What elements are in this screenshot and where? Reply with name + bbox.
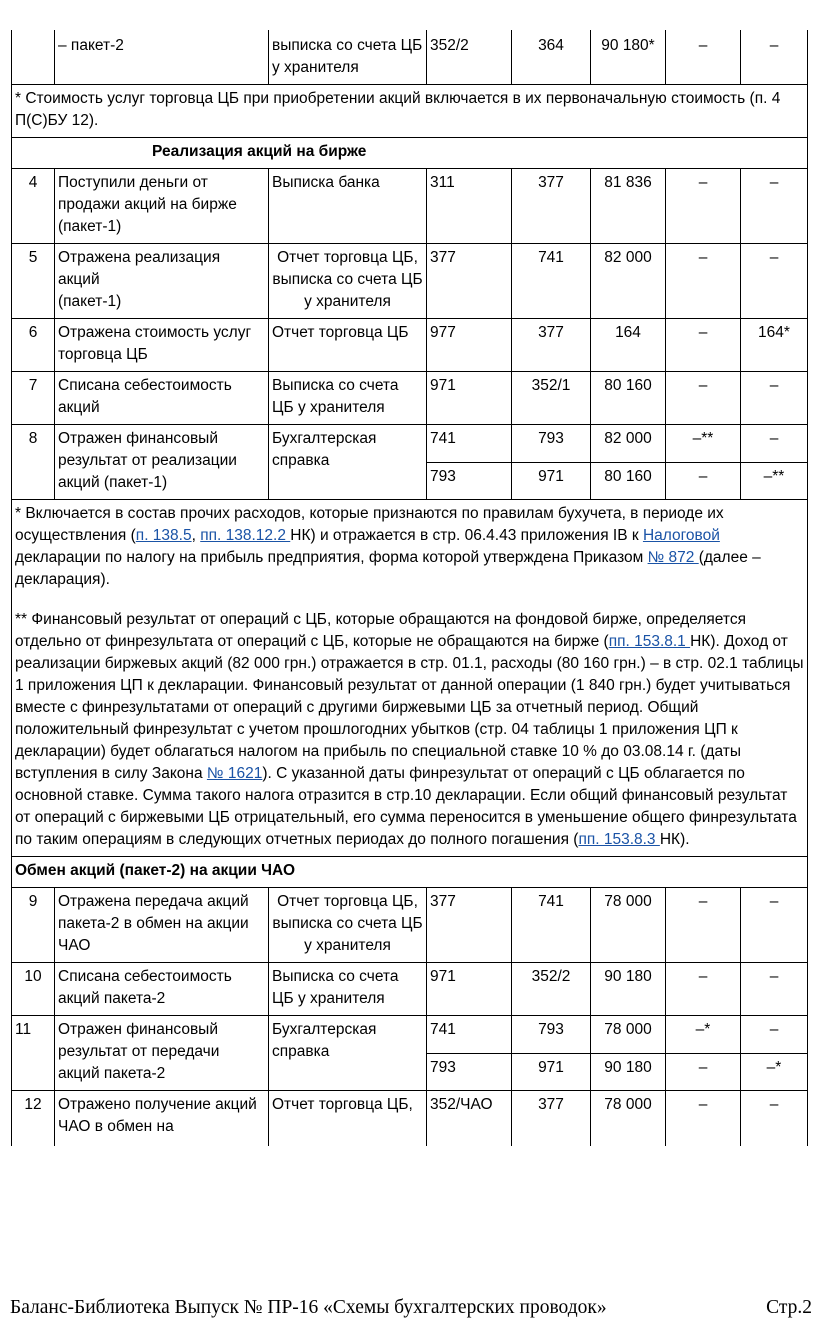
footnote: * Стоимость услуг торговца ЦБ при приобретении акций включается в их первоначальную стоимость (п. 4 П(С)БУ 12). <box>12 85 808 138</box>
law-link[interactable]: п. 138.5 <box>135 527 192 544</box>
law-link[interactable]: пп. 138.12.2 <box>200 527 291 544</box>
col6-value: – <box>666 888 741 963</box>
law-link[interactable]: № 1621 <box>206 765 263 782</box>
col6-value: – <box>666 244 741 319</box>
document-text: Выписка банка <box>269 169 427 244</box>
page-number: Стр.2 <box>766 1297 812 1318</box>
table-row <box>12 372 808 425</box>
operation-text: Списана себестоимость акций <box>55 372 269 425</box>
document-text: Бухгалтерская справка <box>269 425 427 500</box>
page-footer <box>0 1297 816 1325</box>
row-number: 12 <box>12 1091 55 1146</box>
table-row <box>12 1091 808 1146</box>
document-text: Выписка со счета ЦБ у хранителя <box>269 372 427 425</box>
document-text: Бухгалтерская справка <box>269 1016 427 1091</box>
col6-value: – <box>666 1091 741 1146</box>
table-row <box>12 30 808 85</box>
debit-account: 971 <box>427 372 512 425</box>
footnote-paragraph: * Включается в состав прочих расходов, которые признаются по правилам бухучета, в периоде их осуществления (п. 138.5, пп. 138.12.2 НК) и отражается в стр. 06.4.43 приложения IВ к Налоговой декларации по налогу на прибыль предприятия, форма которой утверждена Приказом № 872 (далее – декларация). <box>15 505 761 588</box>
operation-text: Отражена реализация акций (пакет-1) <box>55 244 269 319</box>
credit-account: 971 <box>512 462 591 500</box>
credit-account: 971 <box>512 1053 591 1091</box>
col7-value: – <box>741 963 808 1016</box>
credit-account: 377 <box>512 319 591 372</box>
accounting-entries-table <box>11 30 808 1146</box>
document-text: Выписка со счета ЦБ у хранителя <box>269 963 427 1016</box>
col7-value: – <box>741 1091 808 1146</box>
col6-value: – <box>666 963 741 1016</box>
col6-value: – <box>666 169 741 244</box>
amount: 80 160 <box>591 372 666 425</box>
debit-account: 741 <box>427 1016 512 1054</box>
footnote-row <box>12 85 808 138</box>
footnote-paragraph: ** Финансовый результат от операций с ЦБ, которые обращаются на фондовой бирже, определяется отдельно от финрезультата от операций с ЦБ, которые не обращаются на бирже (пп. 153.8.1 НК). Доход от реализации биржевых акций (82 000 грн.) отражается в стр. 01.1, расходы (80 160 грн.) – в стр. 02.1 таблицы 1 приложения ЦП к декларации. Финансовый результат от данной операции (1 840 грн.) будет учитываться вместе с финрезультатами от операций с другими биржевыми ЦБ за отчетный период. Общий положительный финрезультат с учетом прошлогодних убытков (стр. 04 таблицы 1 приложения ЦП к декларации) будет облагаться налогом на прибыль по специальной ставке 10 % до 03.08.14 г. (даты вступления в силу Закона № 1621). С указанной даты финрезультат от операций с ЦБ облагается по основной ставке. Сумма такого налога отразится в стр.10 декларации. Если общий финансовый результат от операций с биржевыми ЦБ отрицательный, его сумма переносится в уменьшение общего финрезультата по таким операциям в следующих отчетных периодах до полного погашения (пп. 153.8.3 НК). <box>15 611 804 848</box>
document-cell: выписка со счета ЦБ у хранителя <box>269 30 427 85</box>
col7-value: – <box>741 169 808 244</box>
law-link[interactable]: Налоговой <box>642 527 720 544</box>
col7-value: – <box>741 244 808 319</box>
amount-cell: 90 180* <box>591 30 666 85</box>
section-title: Обмен акций (пакет-2) на акции ЧАО <box>12 857 808 888</box>
amount: 164 <box>591 319 666 372</box>
amount: 81 836 <box>591 169 666 244</box>
table-row <box>12 963 808 1016</box>
row-number: 7 <box>12 372 55 425</box>
section-header-row <box>12 857 808 888</box>
credit-account: 793 <box>512 425 591 463</box>
debit-account: 971 <box>427 963 512 1016</box>
operation-text: Отражен финансовый результат от передачи акций пакета-2 <box>55 1016 269 1091</box>
col6-value: –* <box>666 1016 741 1054</box>
operation-text: Отражено получение акций ЧАО в обмен на <box>55 1091 269 1146</box>
col6-value: –** <box>666 425 741 463</box>
row-number-cell <box>12 30 55 85</box>
debit-account: 793 <box>427 1053 512 1091</box>
row-number: 11 <box>12 1016 55 1091</box>
row-number: 4 <box>12 169 55 244</box>
amount: 90 180 <box>591 963 666 1016</box>
table-row <box>12 319 808 372</box>
col6-value: – <box>666 372 741 425</box>
debit-account: 352/ЧАО <box>427 1091 512 1146</box>
law-link[interactable]: № 872 <box>647 549 699 566</box>
credit-account: 377 <box>512 1091 591 1146</box>
col7-value: 164* <box>741 319 808 372</box>
debit-cell: 352/2 <box>427 30 512 85</box>
col6-value: – <box>666 1053 741 1091</box>
document-text: Отчет торговца ЦБ, выписка со счета ЦБ у хранителя <box>269 888 427 963</box>
col7-value: – <box>741 372 808 425</box>
credit-account: 377 <box>512 169 591 244</box>
operation-text: Поступили деньги от продажи акций на бирже (пакет-1) <box>55 169 269 244</box>
row-number: 6 <box>12 319 55 372</box>
operation-text: Отражена стоимость услуг торговца ЦБ <box>55 319 269 372</box>
credit-account: 352/2 <box>512 963 591 1016</box>
debit-account: 793 <box>427 462 512 500</box>
section-header-row <box>12 138 808 169</box>
operation-cell: – пакет-2 <box>55 30 269 85</box>
table-row <box>12 425 808 463</box>
credit-account: 741 <box>512 888 591 963</box>
amount: 78 000 <box>591 1091 666 1146</box>
footnote-row <box>12 500 808 857</box>
amount: 78 000 <box>591 1016 666 1054</box>
section-title: Реализация акций на бирже <box>12 138 808 169</box>
col6-value: – <box>666 319 741 372</box>
debit-account: 311 <box>427 169 512 244</box>
col7-value: –** <box>741 462 808 500</box>
amount: 90 180 <box>591 1053 666 1091</box>
amount: 78 000 <box>591 888 666 963</box>
amount: 80 160 <box>591 462 666 500</box>
credit-cell: 364 <box>512 30 591 85</box>
document-text: Отчет торговца ЦБ, <box>269 1091 427 1146</box>
table-row <box>12 244 808 319</box>
col7-value: – <box>741 1016 808 1054</box>
debit-account: 977 <box>427 319 512 372</box>
table-row <box>12 888 808 963</box>
operation-text: Отражена передача акций пакета-2 в обмен на акции ЧАО <box>55 888 269 963</box>
operation-text: Списана себестоимость акций пакета-2 <box>55 963 269 1016</box>
col6-value: – <box>666 462 741 500</box>
credit-account: 741 <box>512 244 591 319</box>
amount: 82 000 <box>591 425 666 463</box>
col7-value: –* <box>741 1053 808 1091</box>
document-text: Отчет торговца ЦБ, выписка со счета ЦБ у хранителя <box>269 244 427 319</box>
operation-text: Отражен финансовый результат от реализации акций (пакет-1) <box>55 425 269 500</box>
row-number: 8 <box>12 425 55 500</box>
amount: 82 000 <box>591 244 666 319</box>
row-number: 10 <box>12 963 55 1016</box>
credit-account: 352/1 <box>512 372 591 425</box>
col7-value: – <box>741 888 808 963</box>
law-link[interactable]: пп. 153.8.3 <box>578 831 660 848</box>
footnote-block <box>12 500 808 857</box>
col6-cell: – <box>666 30 741 85</box>
col7-cell: – <box>741 30 808 85</box>
table-row <box>12 1016 808 1054</box>
debit-account: 377 <box>427 244 512 319</box>
law-link[interactable]: пп. 153.8.1 <box>608 633 691 650</box>
publication-title: Баланс-Библиотека Выпуск № ПР-16 «Схемы бухгалтерских проводок» <box>10 1297 607 1318</box>
debit-account: 741 <box>427 425 512 463</box>
row-number: 5 <box>12 244 55 319</box>
row-number: 9 <box>12 888 55 963</box>
debit-account: 377 <box>427 888 512 963</box>
document-text: Отчет торговца ЦБ <box>269 319 427 372</box>
table-row <box>12 169 808 244</box>
col7-value: – <box>741 425 808 463</box>
credit-account: 793 <box>512 1016 591 1054</box>
